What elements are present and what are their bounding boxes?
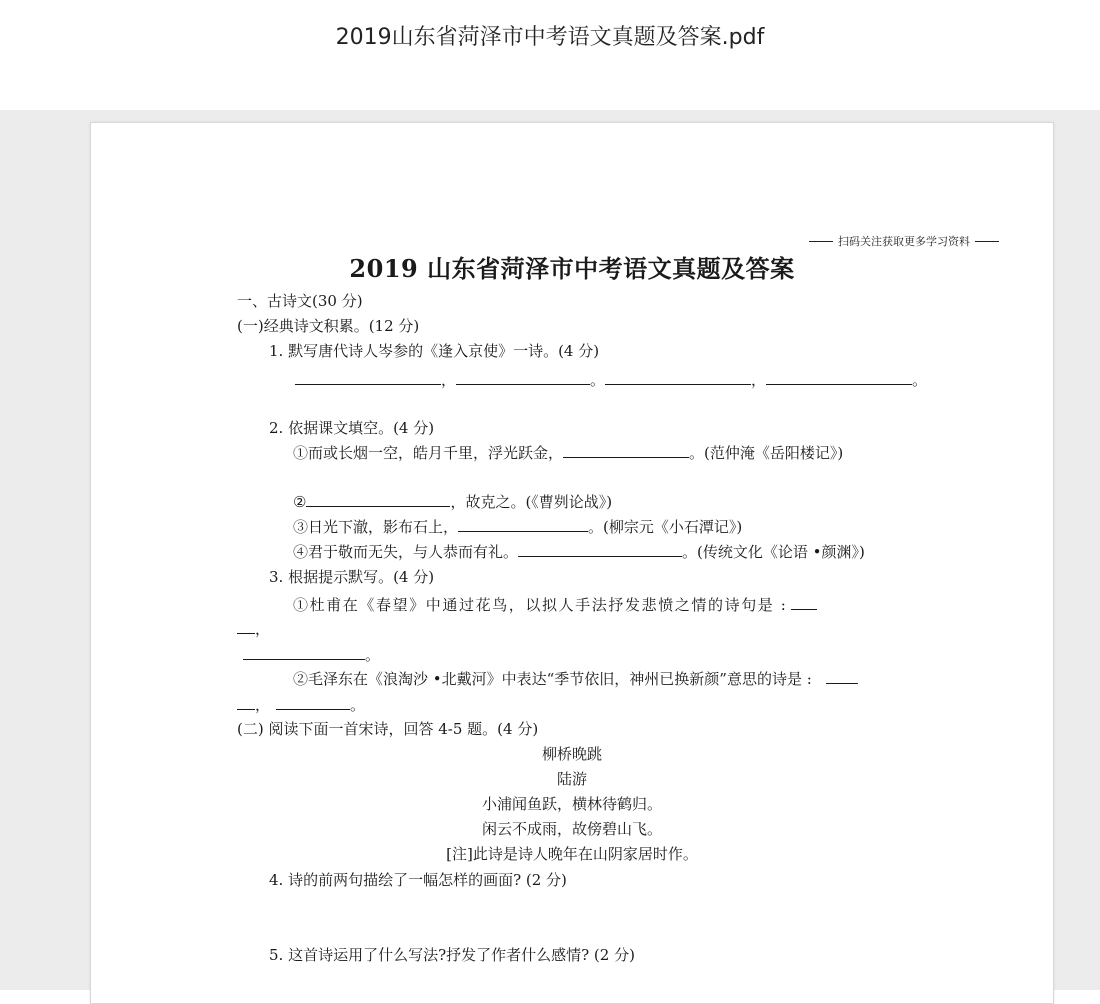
q2-2-text: ② — [293, 493, 307, 511]
q1-blank-4 — [766, 370, 912, 385]
q2-2-blank — [306, 492, 450, 507]
q2-1-source: 。(范仲淹《岳阳楼记》) — [689, 444, 844, 462]
subsection-2-heading: (二) 阅读下面一首宋诗，回答 4-5 题。(4 分) — [237, 720, 539, 738]
document-title: 2019山东省菏泽市中考语文真题及答案.pdf — [335, 25, 765, 50]
question-2: 2. 依据课文填空。(4 分) — [269, 419, 435, 437]
question-4: 4. 诗的前两句描绘了一幅怎样的画面? (2 分) — [269, 871, 567, 889]
q1-punct-2: 。 — [590, 371, 606, 389]
q3-2-comma: ， — [255, 696, 271, 714]
q2-4-blank — [518, 542, 682, 557]
poem-line-2: 闲云不成雨，故傍碧山飞。 — [481, 820, 662, 838]
q3-1-text: ①杜甫在《春望》中通过花鸟，以拟人手法抒发悲愤之情的诗句是 : — [293, 596, 788, 614]
q2-2-source: ，故克之。(《曹刿论战》) — [450, 493, 613, 511]
q2-1-blank — [563, 443, 689, 458]
q2-item-4 — [293, 542, 865, 562]
q3-item-1-end — [243, 645, 380, 665]
q1-punct-1: ， — [441, 371, 457, 389]
q1-punct-4: 。 — [912, 371, 928, 389]
question-1: 1. 默写唐代诗人岑参的《逢入京使》一诗。(4 分) — [269, 342, 600, 360]
watermark-rule-left — [809, 241, 833, 242]
watermark-rule-right — [975, 241, 999, 242]
q2-3-blank — [458, 517, 588, 532]
q3-2-text: ②毛泽东在《浪淘沙 •北戴河》中表达“季节依旧，神州已换新颜”意思的诗是 : — [293, 670, 812, 688]
poem-author: 陆游 — [556, 770, 587, 788]
q3-1-period: 。 — [365, 646, 381, 664]
exam-heading: 2019 山东省菏泽市中考语文真题及答案 — [349, 254, 795, 283]
watermark — [809, 233, 1025, 249]
q3-2-period: 。 — [350, 696, 366, 714]
section-1-heading: 一、古诗文(30 分) — [237, 292, 363, 310]
q2-item-1 — [293, 443, 843, 463]
q2-3-source: 。(柳宗元《小石潭记》) — [588, 518, 743, 536]
q2-item-3 — [293, 517, 742, 537]
watermark-text: 扫码关注获取更多学习资料 — [838, 235, 970, 248]
q3-2-blank-c — [276, 695, 350, 710]
title-bar — [0, 0, 1100, 110]
poem-title: 柳桥晚跳 — [541, 745, 602, 763]
q2-3-text: ③日光下澈，影布石上， — [293, 518, 459, 536]
poem-line-1: 小浦闻鱼跃，横林待鹤归。 — [481, 795, 662, 813]
q3-1-blank-c — [243, 645, 365, 660]
q3-1-comma: ， — [255, 620, 271, 638]
q3-item-2 — [293, 669, 858, 689]
subsection-1-heading: (一)经典诗文积累。(12 分) — [237, 317, 420, 335]
q1-punct-3: ， — [751, 371, 767, 389]
q3-item-1-continued — [237, 619, 270, 639]
q3-1-blank-b — [237, 619, 255, 634]
poem-note: [注]此诗是诗人晚年在山阴家居时作。 — [446, 845, 698, 863]
question-5: 5. 这首诗运用了什么写法?抒发了作者什么感情? (2 分) — [269, 946, 635, 964]
q3-2-blank-b — [237, 695, 255, 710]
q1-blank-1 — [295, 370, 441, 385]
q2-1-text: ①而或长烟一空，皓月千里，浮光跃金， — [293, 444, 564, 462]
question-3: 3. 根据提示默写。(4 分) — [269, 568, 435, 586]
q3-item-1 — [293, 595, 817, 615]
q3-1-blank-a — [791, 595, 817, 610]
q1-blank-2 — [456, 370, 590, 385]
q2-4-source: 。(传统文化《论语 •颜渊》) — [682, 543, 865, 561]
q3-item-2-continued — [237, 695, 365, 715]
q2-4-text: ④君于敬而无失，与人恭而有礼。 — [293, 543, 519, 561]
q1-blank-3 — [605, 370, 751, 385]
pdf-page — [90, 122, 1054, 1004]
q2-item-2 — [293, 492, 612, 512]
q1-answer-line — [295, 370, 927, 390]
q3-2-blank-a — [826, 669, 858, 684]
